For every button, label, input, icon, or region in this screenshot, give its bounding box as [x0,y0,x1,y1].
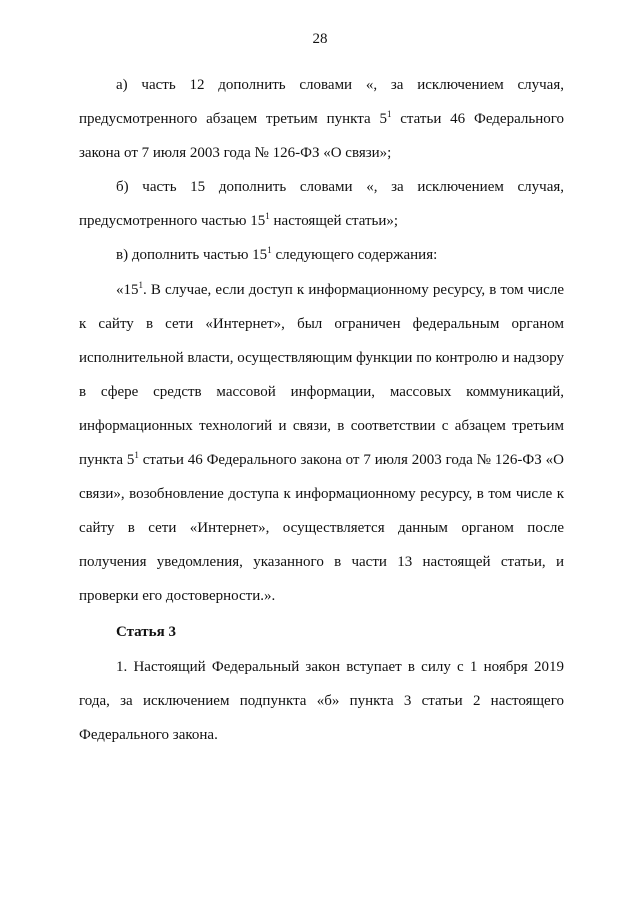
document-body [79,68,564,752]
paragraph-v [79,238,564,272]
superscript-index: 1 [386,109,392,120]
paragraph-text: «15 [116,281,139,298]
article-heading: Статья 3 [116,623,176,640]
paragraph-quote-part-15-1 [79,273,564,614]
paragraph-text: . В случае, если доступ к информационному ресурсу, в том числе к сайту в сети «Интернет», был ограничен федеральным органом исполнительной власти, осуществляющим функции по контролю и надзору в сфере средств массовой информации, массовых коммуникаций, информационных технологий и связи, в соответствии с абзацем третьим пункта 5 [79,281,564,469]
superscript-index: 1 [138,279,143,290]
paragraph-text: а) часть 12 дополнить словами «, за исключением случая, предусмотренного абзацем третьим пункта 5 [79,77,564,128]
superscript-index: 1 [134,450,139,461]
paragraph-text: в) дополнить частью 15 [116,247,268,264]
paragraph-b [79,170,564,238]
paragraph-text: 1. Настоящий Федеральный закон вступает в силу с 1 ноября 2019 года, за исключением подпункта «б» пункта 3 статьи 2 настоящего Федерального закона. [79,658,564,743]
paragraph-text: следующего содержания: [271,247,438,264]
paragraph-text: статьи 46 Федерального закона от 7 июля 2003 года № 126-ФЗ «О связи», возобновление доступа к информационному ресурсу, в том числе к сайту в сети «Интернет», осуществляется данным органом после получения уведомления, указанного в части 13 настоящей статьи, и проверки его достоверности.». [79,452,564,605]
paragraph-a [79,68,564,170]
superscript-index: 1 [265,211,270,222]
paragraph-text: б) часть 15 дополнить словами «, за исключением случая, предусмотренного частью 15 [79,179,564,230]
page-number: 28 [312,31,328,47]
superscript-index: 1 [267,245,272,256]
article-3-paragraph-1 [79,650,564,752]
paragraph-text: настоящей статьи»; [269,213,399,230]
paragraph-text: статьи 46 Федерального закона от 7 июля 2003 года № 126-ФЗ «О связи»; [79,111,564,162]
